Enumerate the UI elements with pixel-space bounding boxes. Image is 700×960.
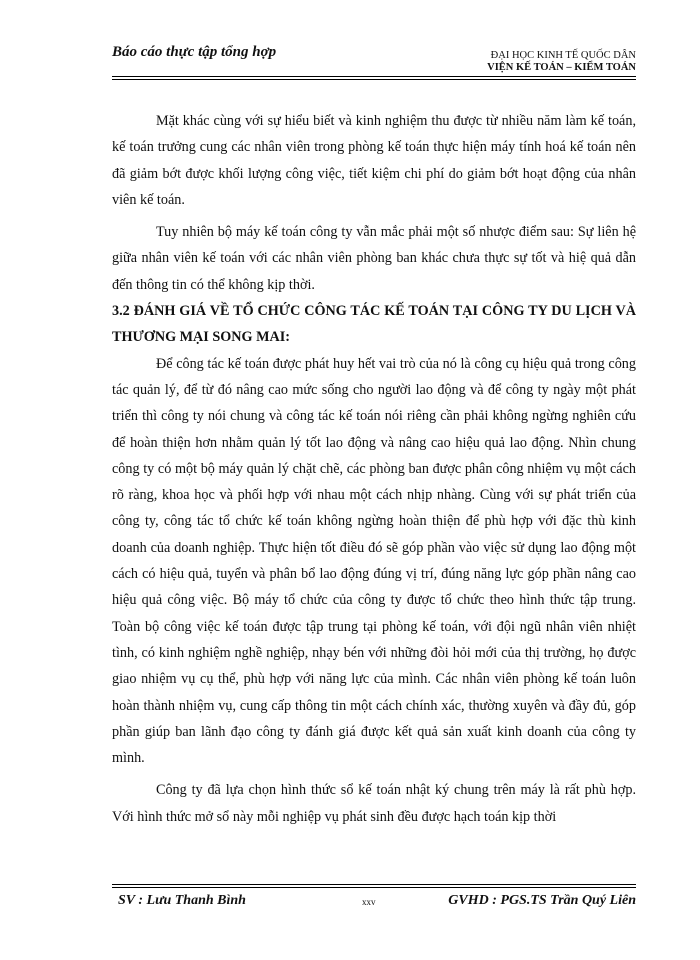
section-heading: 3.2 ĐÁNH GIÁ VỀ TỔ CHỨC CÔNG TÁC KẾ TOÁN TẠI CÔNG TY DU LỊCH VÀ THƯƠNG MẠI SONG MAI:: [112, 303, 636, 346]
paragraph-1: Mặt khác cùng với sự hiểu biết và kinh nghiệm thu được từ nhiều năm làm kế toán, kế toán trưởng cung các nhân viên trong phòng kế toán thực hiện máy tính hoá kế toán nên đã giảm bớt được khối lượng công việc, tiết kiệm chi phí do giảm bớt hoạt động của nhân viên kế toán.: [112, 113, 636, 208]
page-number: xxv: [362, 897, 376, 907]
paragraph-4: Công ty đã lựa chọn hình thức sổ kế toán nhật ký chung trên máy là rất phù hợp. Với hình thức mở sổ này mỗi nghiệp vụ phát sinh đều được hạch toán kịp thời: [112, 782, 636, 825]
header-rule-thin: [112, 79, 636, 80]
paragraph-3: Để công tác kế toán được phát huy hết vai trò của nó là công cụ hiệu quả trong công tác quản lý, để từ đó nâng cao mức sống cho người lao động và để công ty ngày một phát triển thì công ty nói chung và công tác kế toán nói riêng cần phải không ngừng nghiên cứu để hoàn thiện hơn nhằm quản lý tốt lao động và nâng cao hiệu quả lao động. Nhìn chung công ty có một bộ máy quản lý chặt chẽ, các phòng ban được phân công nhiệm vụ một cách rõ ràng, khoa học và phối hợp với nhau một cách nhịp nhàng. Cùng với sự phát triển của công ty, công tác tổ chức kế toán không ngừng hoàn thiện để phù hợp với đặc thù kinh doanh của doanh nghiệp. Thực hiện tốt điều đó sẽ góp phần vào việc sử dụng lao động một cách có hiệu quả, tuyển và phân bổ lao động đúng vị trí, đúng năng lực góp phần nâng cao hiệu quả công việc. Bộ máy tổ chức của công ty được tổ chức theo hình thức tập trung. Toàn bộ công việc kế toán được tập trung tại phòng kế toán, với đội ngũ nhân viên nhiệt tình, có kinh nghiệm nghề nghiệp, nhạy bén với những đòi hỏi mới của thị trường, họ được giao nhiệm vụ cụ thể, phù hợp với năng lực của mình. Các nhân viên phòng kế toán luôn hoàn thành nhiệm vụ, cung cấp thông tin một cách chính xác, thường xuyên và đầy đủ, góp phần giúp ban lãnh đạo công ty đánh giá được kết quả sản xuất kinh doanh của công ty mình.: [112, 355, 636, 767]
student-name: SV : Lưu Thanh Bình: [118, 893, 246, 908]
footer-rule-thin: [112, 884, 636, 885]
header-rule-thick: [112, 76, 636, 77]
page-footer: [112, 893, 636, 915]
page-body: [112, 108, 636, 836]
institution-block: [487, 50, 636, 74]
supervisor-name: GVHD : PGS.TS Trần Quý Liên: [448, 893, 636, 908]
page-header: [112, 30, 636, 80]
institute-name: VIỆN KẾ TOÁN – KIỂM TOÁN: [487, 62, 636, 73]
paragraph-2: Tuy nhiên bộ máy kế toán công ty vẫn mắc phải một số nhược điểm sau: Sự liên hệ giữa nhân viên kế toán với các nhân viên phòng ban khác chưa thực sự tốt và hiệ quả dẫn đến thông tin có thể không kịp thời.: [112, 224, 636, 293]
footer-rule-thick: [112, 887, 636, 888]
university-name: ĐẠI HỌC KINH TẾ QUỐC DÂN: [490, 50, 636, 61]
report-title: Báo cáo thực tập tổng hợp: [112, 44, 277, 60]
